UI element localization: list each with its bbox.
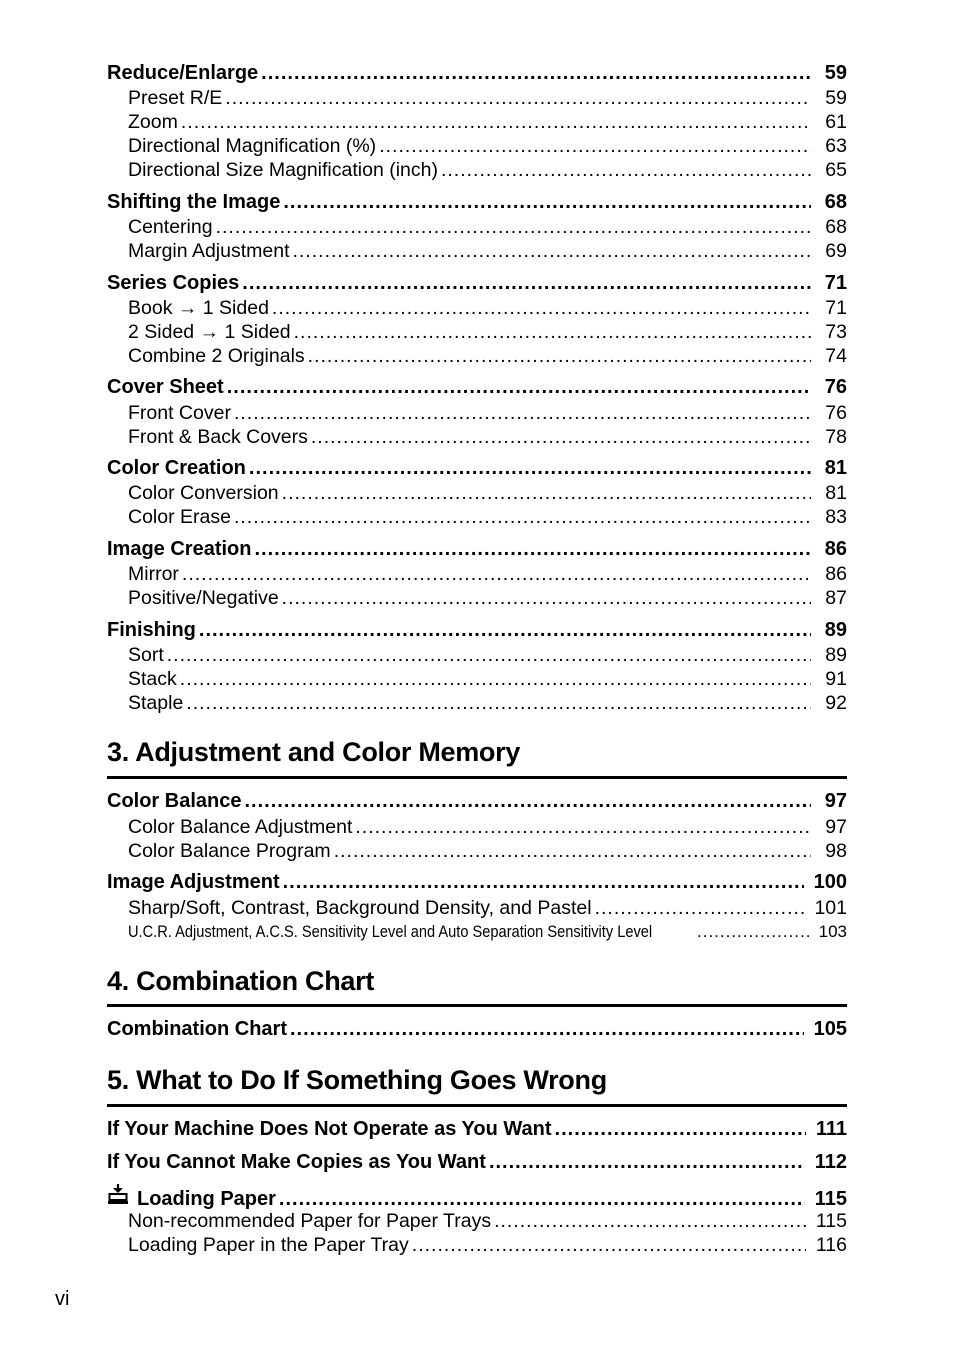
leader-dots: [261, 61, 811, 85]
toc-entry-color-creation[interactable]: [107, 456, 847, 480]
toc-entry-staple[interactable]: [128, 691, 847, 715]
toc-entry-page: 81: [825, 482, 847, 504]
leader-dots: [249, 456, 811, 480]
toc-entry-title: Loading Paper: [137, 1188, 276, 1210]
toc-entry-page: 97: [824, 790, 847, 812]
toc-entry-title: Loading Paper in the Paper Tray: [128, 1234, 409, 1256]
toc-entry-reduce-enlarge[interactable]: [107, 61, 847, 85]
toc-entry-sort[interactable]: [128, 643, 847, 667]
toc-entry-color-balance[interactable]: [107, 789, 847, 813]
toc-entry-title: Series Copies: [107, 272, 240, 294]
toc-entry-stack[interactable]: [128, 667, 847, 691]
toc-entry-title: If Your Machine Does Not Operate as You Want: [107, 1118, 552, 1140]
section-heading-combination-chart: 4. Combination Chart: [107, 966, 375, 996]
toc-entry-series-copies[interactable]: [107, 271, 847, 295]
toc-entry-page: 69: [825, 240, 847, 262]
toc-entry-combination-chart[interactable]: [107, 1017, 847, 1041]
leader-dots: [242, 271, 811, 295]
toc-entry-cannot-make-copies[interactable]: [107, 1150, 847, 1174]
toc-entry-title: Margin Adjustment: [128, 240, 290, 262]
leader-dots: [412, 1233, 806, 1257]
section-heading-adjustment-color-memory: 3. Adjustment and Color Memory: [107, 737, 521, 767]
toc-entry-page: 63: [825, 135, 847, 157]
leader-dots: [283, 870, 804, 894]
toc-entry-title: Shifting the Image: [107, 191, 281, 213]
toc-entry-page: 68: [825, 216, 847, 238]
toc-entry-page: 71: [825, 297, 847, 319]
toc-entry-title: 2 Sided → 1 Sided: [128, 321, 291, 343]
toc-entry-title: Cover Sheet: [107, 376, 224, 398]
toc-entry-page: 81: [824, 457, 847, 479]
paper-tray-icon: [107, 1183, 129, 1205]
leader-dots: [293, 239, 812, 263]
leader-dots: [254, 537, 811, 561]
toc-entry-title: Front & Back Covers: [128, 426, 308, 448]
toc-entry-page: 68: [824, 191, 847, 213]
toc-entry-title: Finishing: [107, 619, 196, 641]
toc-entry-page: 92: [825, 692, 847, 714]
toc-entry-title: Image Adjustment: [107, 871, 280, 893]
toc-entry-front-cover[interactable]: [128, 401, 847, 425]
toc-entry-title: Reduce/Enlarge: [107, 62, 259, 84]
leader-dots: [272, 296, 811, 320]
toc-entry-zoom[interactable]: [128, 110, 847, 134]
toc-entry-book-1-sided[interactable]: [128, 296, 847, 320]
toc-entry-image-creation[interactable]: [107, 537, 847, 561]
toc-entry-title: Positive/Negative: [128, 587, 279, 609]
toc-entry-page: 111: [815, 1118, 847, 1140]
leader-dots: [555, 1117, 806, 1141]
toc-entry-page: 65: [825, 159, 847, 181]
toc-entry-page: 86: [825, 563, 847, 585]
leader-dots: [441, 158, 811, 182]
toc-entry-directional-size-magnification[interactable]: [128, 158, 847, 182]
toc-entry-page: 100: [813, 871, 847, 893]
toc-entry-page: 97: [825, 816, 847, 838]
leader-dots: [186, 691, 811, 715]
toc-entry-page: 115: [815, 1210, 847, 1232]
section-heading-what-to-do: 5. What to Do If Something Goes Wrong: [107, 1065, 607, 1095]
toc-entry-margin-adjustment[interactable]: [128, 239, 847, 263]
toc-entry-shifting-the-image[interactable]: [107, 190, 847, 214]
toc-entry-title: Color Conversion: [128, 482, 279, 504]
toc-entry-page: 89: [825, 644, 847, 666]
leader-dots: [311, 425, 811, 449]
leader-dots: [234, 505, 811, 529]
leader-dots: [283, 190, 811, 214]
toc-entry-title: Front Cover: [128, 402, 231, 424]
toc-entry-page: 103: [818, 922, 847, 941]
toc-entry-ucr-adjustment[interactable]: [128, 921, 847, 943]
section-divider: [107, 1104, 847, 1107]
toc-entry-page: 115: [814, 1188, 847, 1210]
toc-entry-title: Color Balance: [107, 790, 242, 812]
leader-dots: [290, 1017, 804, 1041]
leader-dots: [180, 667, 811, 691]
leader-dots: [225, 86, 811, 110]
toc-entry-title: Sort: [128, 644, 164, 666]
toc-entry-title: Color Erase: [128, 506, 231, 528]
toc-entry-page: 73: [825, 321, 847, 343]
leader-dots: [181, 110, 811, 134]
toc-entry-page: 89: [824, 619, 847, 641]
toc-entry-non-recommended-paper[interactable]: [128, 1209, 847, 1233]
leader-dots: [494, 1209, 806, 1233]
toc-entry-title: Mirror: [128, 563, 179, 585]
toc-entry-title: Stack: [128, 668, 177, 690]
toc-entry-mirror[interactable]: [128, 562, 847, 586]
toc-entry-title: U.C.R. Adjustment, A.C.S. Sensitivity Level and Auto Separation Sensitivity Level: [128, 922, 653, 941]
toc-entry-page: 59: [825, 87, 847, 109]
toc-entry-page: 112: [814, 1151, 847, 1173]
leader-dots: [282, 586, 811, 610]
toc-entry-2-sided-1-sided[interactable]: [128, 320, 847, 344]
toc-entry-page: 78: [825, 426, 847, 448]
toc-entry-title: Sharp/Soft, Contrast, Background Density, and Pastel: [128, 897, 592, 919]
toc-entry-finishing[interactable]: [107, 618, 847, 642]
toc-entry-color-balance-program[interactable]: [128, 839, 847, 863]
toc-entry-color-erase[interactable]: [128, 505, 847, 529]
leader-dots: [697, 921, 809, 943]
leader-dots: [308, 344, 811, 368]
leader-dots: [182, 562, 811, 586]
toc-entry-page: 91: [825, 668, 847, 690]
toc-entry-title: Staple: [128, 692, 184, 714]
leader-dots: [355, 815, 811, 839]
toc-entry-machine-does-not-operate[interactable]: [107, 1117, 847, 1141]
leader-dots: [279, 1187, 805, 1211]
section-divider: [107, 1004, 847, 1007]
toc-entry-title: Color Creation: [107, 457, 246, 479]
leader-dots: [234, 401, 811, 425]
toc-entry-title: Directional Magnification (%): [128, 135, 377, 157]
toc-entry-page: 71: [824, 272, 847, 294]
toc-entry-page: 98: [825, 840, 847, 862]
leader-dots: [379, 134, 811, 158]
toc-entry-image-adjustment[interactable]: [107, 870, 847, 894]
leader-dots: [489, 1150, 805, 1174]
toc-entry-title: Non-recommended Paper for Paper Trays: [128, 1210, 492, 1232]
toc-entry-positive-negative[interactable]: [128, 586, 847, 610]
leader-dots: [216, 215, 811, 239]
toc-entry-title: Zoom: [128, 111, 178, 133]
toc-entry-title: Color Balance Adjustment: [128, 816, 353, 838]
toc-entry-title: Combine 2 Originals: [128, 345, 305, 367]
toc-entry-combine-2-originals[interactable]: [128, 344, 847, 368]
toc-entry-title: Book → 1 Sided: [128, 297, 269, 319]
toc-entry-page: 59: [824, 62, 847, 84]
toc-entry-page: 86: [824, 538, 847, 560]
toc-entry-preset-re[interactable]: [128, 86, 847, 110]
toc-entry-page: 76: [825, 402, 847, 424]
leader-dots: [167, 643, 811, 667]
toc-entry-title: Preset R/E: [128, 87, 223, 109]
toc-entry-loading-paper-tray[interactable]: [128, 1233, 847, 1257]
leader-dots: [595, 896, 805, 920]
toc-entry-title: Directional Size Magnification (inch): [128, 159, 438, 181]
toc-entry-title: Image Creation: [107, 538, 252, 560]
toc-entry-sharp-soft-contrast[interactable]: [128, 896, 847, 920]
leader-dots: [334, 839, 811, 863]
toc-entry-page: 116: [815, 1234, 847, 1256]
toc-entry-title: Color Balance Program: [128, 840, 331, 862]
toc-entry-page: 101: [814, 897, 847, 919]
toc-entry-page: 105: [813, 1018, 847, 1040]
leader-dots: [227, 375, 811, 399]
toc-entry-centering[interactable]: [128, 215, 847, 239]
toc-entry-loading-paper[interactable]: [107, 1183, 847, 1211]
toc-entry-page: 83: [825, 506, 847, 528]
leader-dots: [282, 481, 811, 505]
toc-entry-color-conversion[interactable]: [128, 481, 847, 505]
toc-entry-cover-sheet[interactable]: [107, 375, 847, 399]
toc-entry-title: Combination Chart: [107, 1018, 287, 1040]
toc-entry-directional-magnification[interactable]: [128, 134, 847, 158]
leader-dots: [199, 618, 811, 642]
toc-entry-title: If You Cannot Make Copies as You Want: [107, 1151, 486, 1173]
toc-entry-title: Centering: [128, 216, 213, 238]
toc-entry-page: 74: [825, 345, 847, 367]
toc-entry-page: 61: [825, 111, 847, 133]
page-number: vi: [55, 1288, 70, 1310]
leader-dots: [244, 789, 811, 813]
section-divider: [107, 776, 847, 779]
toc-entry-color-balance-adjustment[interactable]: [128, 815, 847, 839]
toc-entry-page: 76: [824, 376, 847, 398]
leader-dots: [294, 320, 811, 344]
toc-entry-page: 87: [825, 587, 847, 609]
toc-entry-front-back-covers[interactable]: [128, 425, 847, 449]
